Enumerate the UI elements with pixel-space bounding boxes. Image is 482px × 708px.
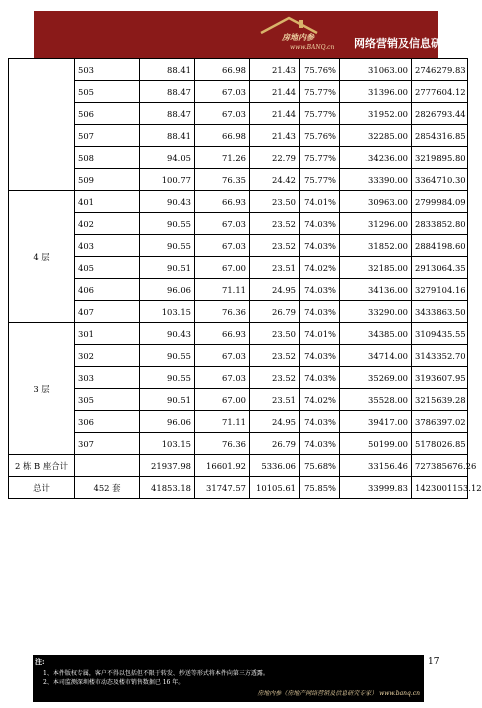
cell-total: 2884198.60 [412,235,468,257]
cell-price: 31063.00 [340,59,412,81]
cell-c: 23.52 [250,345,300,367]
cell-ratio: 74.03% [300,411,340,433]
cell-c: 21.43 [250,59,300,81]
cell-b: 67.03 [195,367,250,389]
cell-b: 67.03 [195,213,250,235]
cell-total: 3109435.55 [412,323,468,345]
cell-a: 96.06 [140,411,195,433]
cell-b: 66.98 [195,59,250,81]
cell-a: 100.77 [140,169,195,191]
table-row [9,147,468,169]
cell-b: 67.00 [195,389,250,411]
cell-price: 33390.00 [340,169,412,191]
table-row [9,103,468,125]
cell-c: 21.44 [250,81,300,103]
cell-price: 39417.00 [340,411,412,433]
subtotal-a: 21937.98 [140,455,195,477]
cell-ratio: 75.77% [300,81,340,103]
unit-number: 505 [75,81,140,103]
unit-number: 507 [75,125,140,147]
unit-number: 402 [75,213,140,235]
cell-c: 24.95 [250,411,300,433]
brand-name: 房地内参 [282,32,314,42]
table-row [9,191,468,213]
subtotal-count [75,455,140,477]
unit-number: 509 [75,169,140,191]
cell-b: 76.36 [195,301,250,323]
cell-c: 23.52 [250,235,300,257]
cell-a: 90.55 [140,213,195,235]
subtotal-row [9,455,468,477]
unit-number: 306 [75,411,140,433]
unit-number: 407 [75,301,140,323]
cell-b: 67.03 [195,235,250,257]
cell-c: 26.79 [250,433,300,455]
cell-total: 2913064.35 [412,257,468,279]
cell-total: 2833852.80 [412,213,468,235]
cell-total: 3193607.95 [412,367,468,389]
table-row [9,301,468,323]
cell-b: 76.35 [195,169,250,191]
cell-ratio: 74.03% [300,235,340,257]
brand-url: www.BANQ.cn [290,44,335,51]
cell-ratio: 74.01% [300,323,340,345]
unit-number: 506 [75,103,140,125]
floor-label: 4 层 [9,191,75,323]
header-banner [34,11,475,58]
total-label: 总计 [9,477,75,499]
table-row [9,81,468,103]
cell-total: 3364710.30 [412,169,468,191]
unit-number: 503 [75,59,140,81]
cell-price: 35528.00 [340,389,412,411]
cell-a: 90.43 [140,191,195,213]
cell-b: 71.26 [195,147,250,169]
table-row [9,389,468,411]
cell-a: 90.51 [140,257,195,279]
subtotal-c: 5336.06 [250,455,300,477]
table-row [9,235,468,257]
cell-ratio: 75.77% [300,147,340,169]
cell-b: 76.36 [195,433,250,455]
floor-label: 3 层 [9,323,75,455]
table-row [9,279,468,301]
cell-total: 3219895.80 [412,147,468,169]
cell-c: 21.44 [250,103,300,125]
cell-price: 50199.00 [340,433,412,455]
total-b: 31747.57 [195,477,250,499]
cell-total: 3279104.16 [412,279,468,301]
cell-c: 22.79 [250,147,300,169]
total-count: 452 套 [75,477,140,499]
cell-total: 2854316.85 [412,125,468,147]
cell-price: 32185.00 [340,257,412,279]
table-row [9,125,468,147]
cell-total: 3215639.28 [412,389,468,411]
cell-total: 2826793.44 [412,103,468,125]
cell-c: 23.52 [250,367,300,389]
cell-price: 34385.00 [340,323,412,345]
cell-a: 94.05 [140,147,195,169]
cell-price: 34236.00 [340,147,412,169]
cell-ratio: 74.02% [300,257,340,279]
unit-number: 307 [75,433,140,455]
footer-tagline: 房地内参（房地产网络营销及信息研究专家） www.banq.cn [257,690,420,697]
cell-a: 90.51 [140,389,195,411]
cell-ratio: 74.03% [300,345,340,367]
brand-title: 网络营销及信息研究专家 [354,37,475,50]
cell-ratio: 74.01% [300,191,340,213]
cell-total: 2799984.09 [412,191,468,213]
cell-b: 67.03 [195,345,250,367]
unit-number: 302 [75,345,140,367]
table-row [9,433,468,455]
grand-total-row [9,477,468,499]
cell-price: 34714.00 [340,345,412,367]
cell-ratio: 74.03% [300,301,340,323]
cell-b: 66.98 [195,125,250,147]
cell-ratio: 74.02% [300,389,340,411]
subtotal-price: 33156.46 [340,455,412,477]
table-row [9,345,468,367]
cell-a: 103.15 [140,301,195,323]
subtotal-total: 727385676.26 [412,455,468,477]
subtotal-ratio: 75.68% [300,455,340,477]
cell-b: 71.11 [195,411,250,433]
cell-ratio: 75.76% [300,125,340,147]
cell-total: 3143352.70 [412,345,468,367]
cell-ratio: 75.77% [300,169,340,191]
floor-cell [9,59,75,191]
cell-price: 31396.00 [340,81,412,103]
cell-a: 88.47 [140,81,195,103]
unit-number: 301 [75,323,140,345]
cell-c: 23.52 [250,213,300,235]
cell-a: 90.43 [140,323,195,345]
total-a: 41853.18 [140,477,195,499]
unit-number: 401 [75,191,140,213]
table-row [9,411,468,433]
cell-a: 103.15 [140,433,195,455]
unit-number: 403 [75,235,140,257]
subtotal-label: 2 栋 B 座合计 [9,455,75,477]
cell-price: 31852.00 [340,235,412,257]
cell-total: 5178026.85 [412,433,468,455]
note-line-2: 2、本司监测深圳楼市动态及楼市销售数据已 16 年。 [43,679,185,686]
cell-c: 26.79 [250,301,300,323]
table-row [9,59,468,81]
cell-a: 88.41 [140,125,195,147]
cell-a: 88.47 [140,103,195,125]
cell-c: 23.51 [250,257,300,279]
cell-price: 31296.00 [340,213,412,235]
unit-number: 508 [75,147,140,169]
cell-ratio: 74.03% [300,367,340,389]
cell-b: 67.03 [195,103,250,125]
unit-number: 406 [75,279,140,301]
subtotal-b: 16601.92 [195,455,250,477]
cell-ratio: 75.77% [300,103,340,125]
cell-total: 3786397.02 [412,411,468,433]
cell-price: 31952.00 [340,103,412,125]
table-row [9,169,468,191]
cell-a: 90.55 [140,367,195,389]
cell-price: 35269.00 [340,367,412,389]
cell-ratio: 75.76% [300,59,340,81]
unit-number: 305 [75,389,140,411]
cell-c: 23.51 [250,389,300,411]
cell-total: 3433863.50 [412,301,468,323]
cell-a: 90.55 [140,345,195,367]
cell-price: 30963.00 [340,191,412,213]
total-c: 10105.61 [250,477,300,499]
footer-note [33,655,424,702]
cell-b: 71.11 [195,279,250,301]
table-row [9,213,468,235]
cell-b: 67.03 [195,81,250,103]
cell-price: 32285.00 [340,125,412,147]
cell-a: 96.06 [140,279,195,301]
cell-c: 23.50 [250,191,300,213]
table-row [9,367,468,389]
sales-table [8,58,482,499]
cell-ratio: 74.03% [300,279,340,301]
cell-b: 66.93 [195,323,250,345]
cell-a: 90.55 [140,235,195,257]
cell-ratio: 74.03% [300,213,340,235]
cell-c: 23.50 [250,323,300,345]
note-title: 注: [35,657,45,666]
cell-total: 2777604.12 [412,81,468,103]
cell-b: 67.00 [195,257,250,279]
total-price: 33999.83 [340,477,412,499]
cell-c: 21.43 [250,125,300,147]
cell-price: 34136.00 [340,279,412,301]
cell-total: 2746279.83 [412,59,468,81]
cell-c: 24.42 [250,169,300,191]
table-row [9,323,468,345]
cell-c: 24.95 [250,279,300,301]
cell-ratio: 74.03% [300,433,340,455]
unit-number: 303 [75,367,140,389]
unit-number: 405 [75,257,140,279]
note-line-1: 1、本件版权专属，客户不得以包括但不限于转发、抄送等形式将本件向第三方透露。 [43,670,269,677]
page-number: 17 [428,657,440,667]
total-ratio: 75.85% [300,477,340,499]
cell-price: 33290.00 [340,301,412,323]
cell-a: 88.41 [140,59,195,81]
total-total: 1423001153.12 [412,477,468,499]
cell-b: 66.93 [195,191,250,213]
table-row [9,257,468,279]
